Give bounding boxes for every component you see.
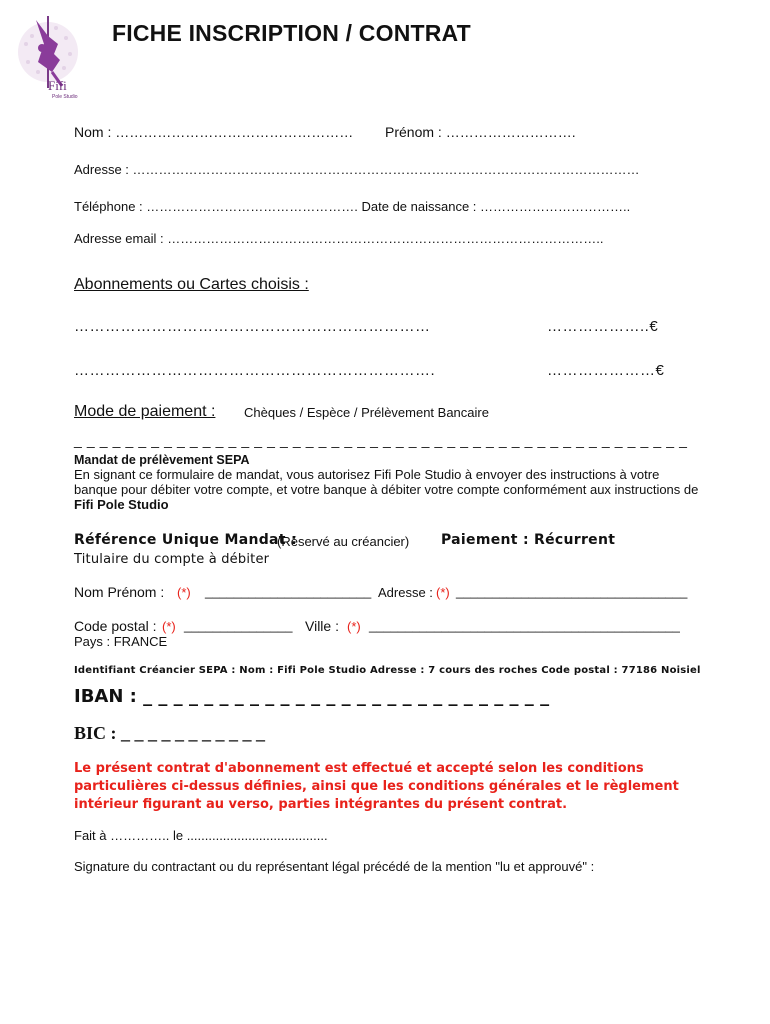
paiement-recurrent: Paiement : Récurrent (441, 532, 616, 548)
logo-text: Fifi (48, 78, 67, 93)
separator-line: _ _ _ _ _ _ _ _ _ _ _ _ _ _ _ _ _ _ _ _ _ _ _ _ _ _ _ _ _ _ _ _ _ _ _ _ _ _ _ _ _ _ _ _ _ _ _ _ (74, 432, 688, 448)
adresse-sepa-line[interactable]: ________________________________ (456, 584, 688, 599)
ville-line[interactable]: ___________________________________________ (369, 618, 680, 633)
required-marker: (*) (347, 619, 361, 634)
email-field[interactable]: Adresse email : ……………………………………………………………………………………….. (74, 231, 604, 246)
paiement-heading: Mode de paiement : (74, 403, 216, 420)
paiement-options: Chèques / Espèce / Prélèvement Bancaire (244, 405, 489, 420)
legal-notice: Le présent contrat d'abonnement est effectué et accepté selon les conditions particulières ci-dessus définies, ainsi que les conditions générales et le règlement intérieur figurant au verso, parties intégrantes du présent contrat. (74, 761, 679, 812)
sepa-heading: Mandat de prélèvement SEPA (74, 453, 250, 467)
abonnements-heading: Abonnements ou Cartes choisis : (74, 276, 309, 293)
nom-prenom-line[interactable]: _______________________ (205, 584, 372, 599)
telephone-birthdate-field[interactable]: Téléphone : …………………………………………. Date de naissance : …………………………….. (74, 199, 631, 214)
abonnement-line-2[interactable]: ……………………………………………………………. (74, 362, 436, 379)
code-postal-label: Code postal : (74, 618, 157, 634)
abonnement-line-1[interactable]: …………………………………………………………… (74, 318, 431, 335)
abonnement-price-1[interactable]: ………………..€ (547, 318, 659, 335)
signature-label: Signature du contractant ou du représentant légal précédé de la mention "lu et approuvé" : (74, 859, 595, 874)
titulaire-label: Titulaire du compte à débiter (74, 552, 270, 567)
required-marker: (*) (436, 585, 450, 600)
ref-mandat-label: Référence Unique Mandat : (74, 532, 297, 548)
sepa-text-bold: Fifi Pole Studio (74, 497, 169, 512)
sepa-text: En signant ce formulaire de mandat, vous autorisez Fifi Pole Studio à envoyer des instructions à votre banque pour débiter votre compte, et votre banque à débiter votre compte conformément aux instructions de (74, 467, 699, 497)
sepa-paragraph (74, 467, 704, 512)
iban-field[interactable]: IBAN : _ _ _ _ _ _ _ _ _ _ _ _ _ _ _ _ _ _ _ _ _ _ _ _ _ _ _ (74, 686, 550, 707)
required-marker: (*) (162, 619, 176, 634)
code-postal-line[interactable]: _______________ (184, 618, 293, 633)
ref-mandat-note: (Réservé au créancier) (277, 534, 410, 549)
adresse-sepa-label: Adresse : (378, 585, 433, 600)
prenom-field[interactable]: Prénom : ………………………. (385, 124, 576, 140)
page-title: FICHE INSCRIPTION / CONTRAT (112, 20, 471, 46)
required-marker: (*) (177, 585, 191, 600)
fait-a-field[interactable]: Fait à ………….. le ....................................... (74, 828, 328, 843)
pays-label: Pays : FRANCE (74, 634, 168, 649)
nom-prenom-label: Nom Prénom : (74, 584, 165, 600)
bic-field[interactable]: BIC : _ _ _ _ _ _ _ _ _ _ _ (74, 723, 266, 743)
creancier-identifier: Identifiant Créancier SEPA : Nom : Fifi Pole Studio Adresse : 7 cours des roches Code postal : 77186 Noisiel (74, 665, 701, 676)
ville-label: Ville : (305, 618, 339, 634)
studio-logo (8, 14, 90, 104)
logo-subtext: Pole Studio (52, 94, 78, 100)
nom-field[interactable]: Nom : …………………………………………… (74, 124, 354, 140)
abonnement-price-2[interactable]: …………………€ (547, 362, 665, 379)
adresse-field[interactable]: Adresse : ……………………………………………………………………………………………………… (74, 162, 640, 177)
